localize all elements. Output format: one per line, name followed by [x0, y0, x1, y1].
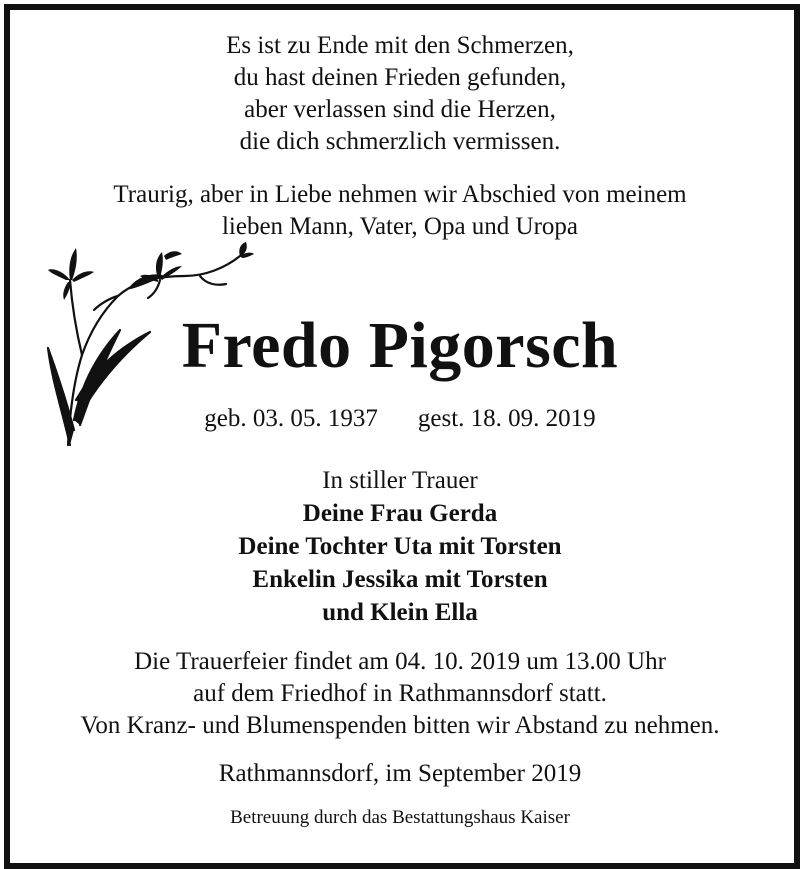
service-line-3: Von Kranz- und Blumenspenden bitten wir Abstand zu nehmen.	[80, 712, 720, 739]
birth-date: geb. 03. 05. 1937	[204, 405, 378, 432]
service-line-2: auf dem Friedhof in Rathmannsdorf statt.	[193, 680, 607, 707]
undertaker-credit: Betreuung durch das Bestattungshaus Kaiser	[230, 807, 570, 828]
mourner-line-1: Deine Frau Gerda	[302, 500, 498, 527]
death-date: gest. 18. 09. 2019	[417, 405, 596, 432]
verse-line-2: du hast deinen Frieden gefunden,	[233, 64, 567, 91]
verse-line-3: aber verlassen sind die Herzen,	[244, 96, 556, 123]
intro-line-2: lieben Mann, Vater, Opa und Uropa	[221, 213, 579, 240]
mourner-line-2: Deine Tochter Uta mit Torsten	[238, 533, 562, 560]
verse-line-1: Es ist zu Ende mit den Schmerzen,	[226, 32, 574, 59]
mourner-line-3: Enkelin Jessika mit Torsten	[252, 566, 548, 593]
intro-line-1: Traurig, aber in Liebe nehmen wir Abschied von meinem	[113, 181, 687, 208]
deceased-name: Fredo Pigorsch	[181, 309, 619, 382]
place-date: Rathmannsdorf, im September 2019	[218, 760, 582, 787]
service-line-1: Die Trauerfeier findet am 04. 10. 2019 um 13.00 Uhr	[134, 648, 666, 675]
verse-line-4: die dich schmerzlich vermissen.	[239, 128, 561, 155]
mourners-intro: In stiller Trauer	[322, 467, 478, 494]
mourner-line-4: und Klein Ella	[322, 599, 478, 626]
life-dates	[0, 405, 800, 433]
